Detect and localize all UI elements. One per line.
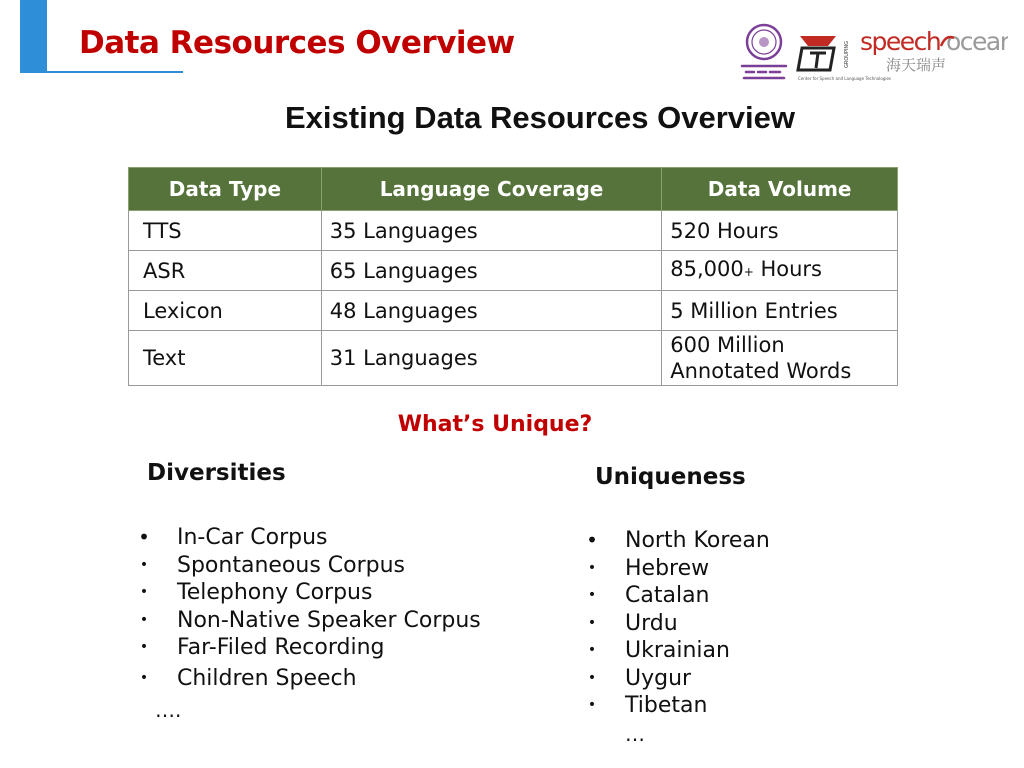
cell-language-coverage: 31 Languages bbox=[321, 331, 661, 386]
header-data-volume: Data Volume bbox=[662, 168, 898, 211]
list-item: • Ukrainian bbox=[585, 637, 770, 665]
volume-unit: Hours bbox=[753, 257, 822, 281]
cell-data-type: TTS bbox=[129, 211, 322, 251]
list-item: • Uygur bbox=[585, 665, 770, 693]
list-item: • Catalan bbox=[585, 582, 770, 610]
bullet-icon: • bbox=[138, 525, 150, 549]
cell-language-coverage: 35 Languages bbox=[321, 211, 661, 251]
list-item: • Hebrew bbox=[585, 555, 770, 583]
svg-text:海天瑞声: 海天瑞声 bbox=[886, 56, 947, 74]
bullet-icon: • bbox=[139, 639, 149, 655]
svg-text:speech: speech bbox=[860, 27, 941, 56]
header-data-type: Data Type bbox=[129, 168, 322, 211]
bullet-icon: • bbox=[587, 587, 597, 603]
volume-line-2: Annotated Words bbox=[670, 359, 852, 383]
table-row bbox=[129, 291, 898, 331]
slide-title: Data Resources Overview bbox=[79, 25, 515, 61]
list-item: • Far-Filed Recording bbox=[137, 634, 481, 662]
bullet-icon: • bbox=[587, 614, 597, 631]
table-row bbox=[129, 331, 898, 386]
diversities-heading: Diversities bbox=[147, 460, 286, 486]
volume-number: 85,000 bbox=[670, 257, 744, 281]
header-language-coverage: Language Coverage bbox=[321, 168, 661, 211]
diversities-list bbox=[137, 524, 481, 692]
bullet-icon: • bbox=[586, 528, 598, 552]
list-item: • Urdu bbox=[585, 610, 770, 638]
table-header-row bbox=[129, 168, 898, 211]
diversities-ellipsis: …. bbox=[155, 698, 182, 722]
section-title: Existing Data Resources Overview bbox=[284, 100, 795, 135]
cell-data-type: Lexicon bbox=[129, 291, 322, 331]
logo-group bbox=[736, 20, 1008, 84]
uniqueness-list bbox=[585, 527, 770, 720]
speechocean-logo bbox=[860, 27, 1008, 74]
svg-text:Center for Speech and Language: Center for Speech and Language Technologies bbox=[798, 76, 892, 81]
svg-text:ocean: ocean bbox=[946, 27, 1008, 56]
svg-text:GROUPING: GROUPING bbox=[844, 40, 850, 68]
table-row bbox=[129, 211, 898, 251]
cell-data-type: ASR bbox=[129, 251, 322, 291]
bullet-icon: • bbox=[587, 669, 597, 686]
bullet-icon: • bbox=[587, 642, 597, 658]
uniqueness-heading: Uniqueness bbox=[595, 464, 746, 490]
table-row bbox=[129, 251, 898, 291]
list-item: • Telephony Corpus bbox=[137, 579, 481, 607]
list-item: • Spontaneous Corpus bbox=[137, 552, 481, 580]
header-accent-bar bbox=[20, 0, 47, 72]
cell-data-volume: 520 Hours bbox=[662, 211, 898, 251]
bullet-icon: • bbox=[587, 697, 597, 713]
cell-data-type: Text bbox=[129, 331, 322, 386]
uniqueness-ellipsis: … bbox=[625, 722, 645, 746]
list-item: • Children Speech bbox=[137, 665, 481, 693]
bullet-icon: • bbox=[139, 584, 149, 600]
cell-language-coverage: 65 Languages bbox=[321, 251, 661, 291]
bullet-icon: • bbox=[139, 611, 149, 628]
bullet-icon: • bbox=[139, 669, 149, 686]
cell-data-volume bbox=[662, 331, 898, 386]
whats-unique-heading: What’s Unique? bbox=[397, 412, 593, 437]
cell-data-volume: 5 Million Entries bbox=[662, 291, 898, 331]
list-item: • In-Car Corpus bbox=[138, 525, 328, 550]
volume-plus-sign: + bbox=[743, 265, 754, 279]
list-item: • Non-Native Speaker Corpus bbox=[137, 607, 481, 635]
list-item: • Tibetan bbox=[585, 692, 770, 720]
list-item: • North Korean bbox=[586, 528, 770, 553]
volume-line-1: 600 Million bbox=[670, 333, 785, 357]
cell-data-volume bbox=[662, 251, 898, 291]
tsinghua-university-logo bbox=[742, 25, 786, 78]
header-underline bbox=[20, 71, 183, 73]
bullet-icon: • bbox=[587, 559, 597, 576]
data-resources-table bbox=[128, 167, 898, 386]
cell-language-coverage: 48 Languages bbox=[321, 291, 661, 331]
bullet-icon: • bbox=[139, 556, 149, 573]
